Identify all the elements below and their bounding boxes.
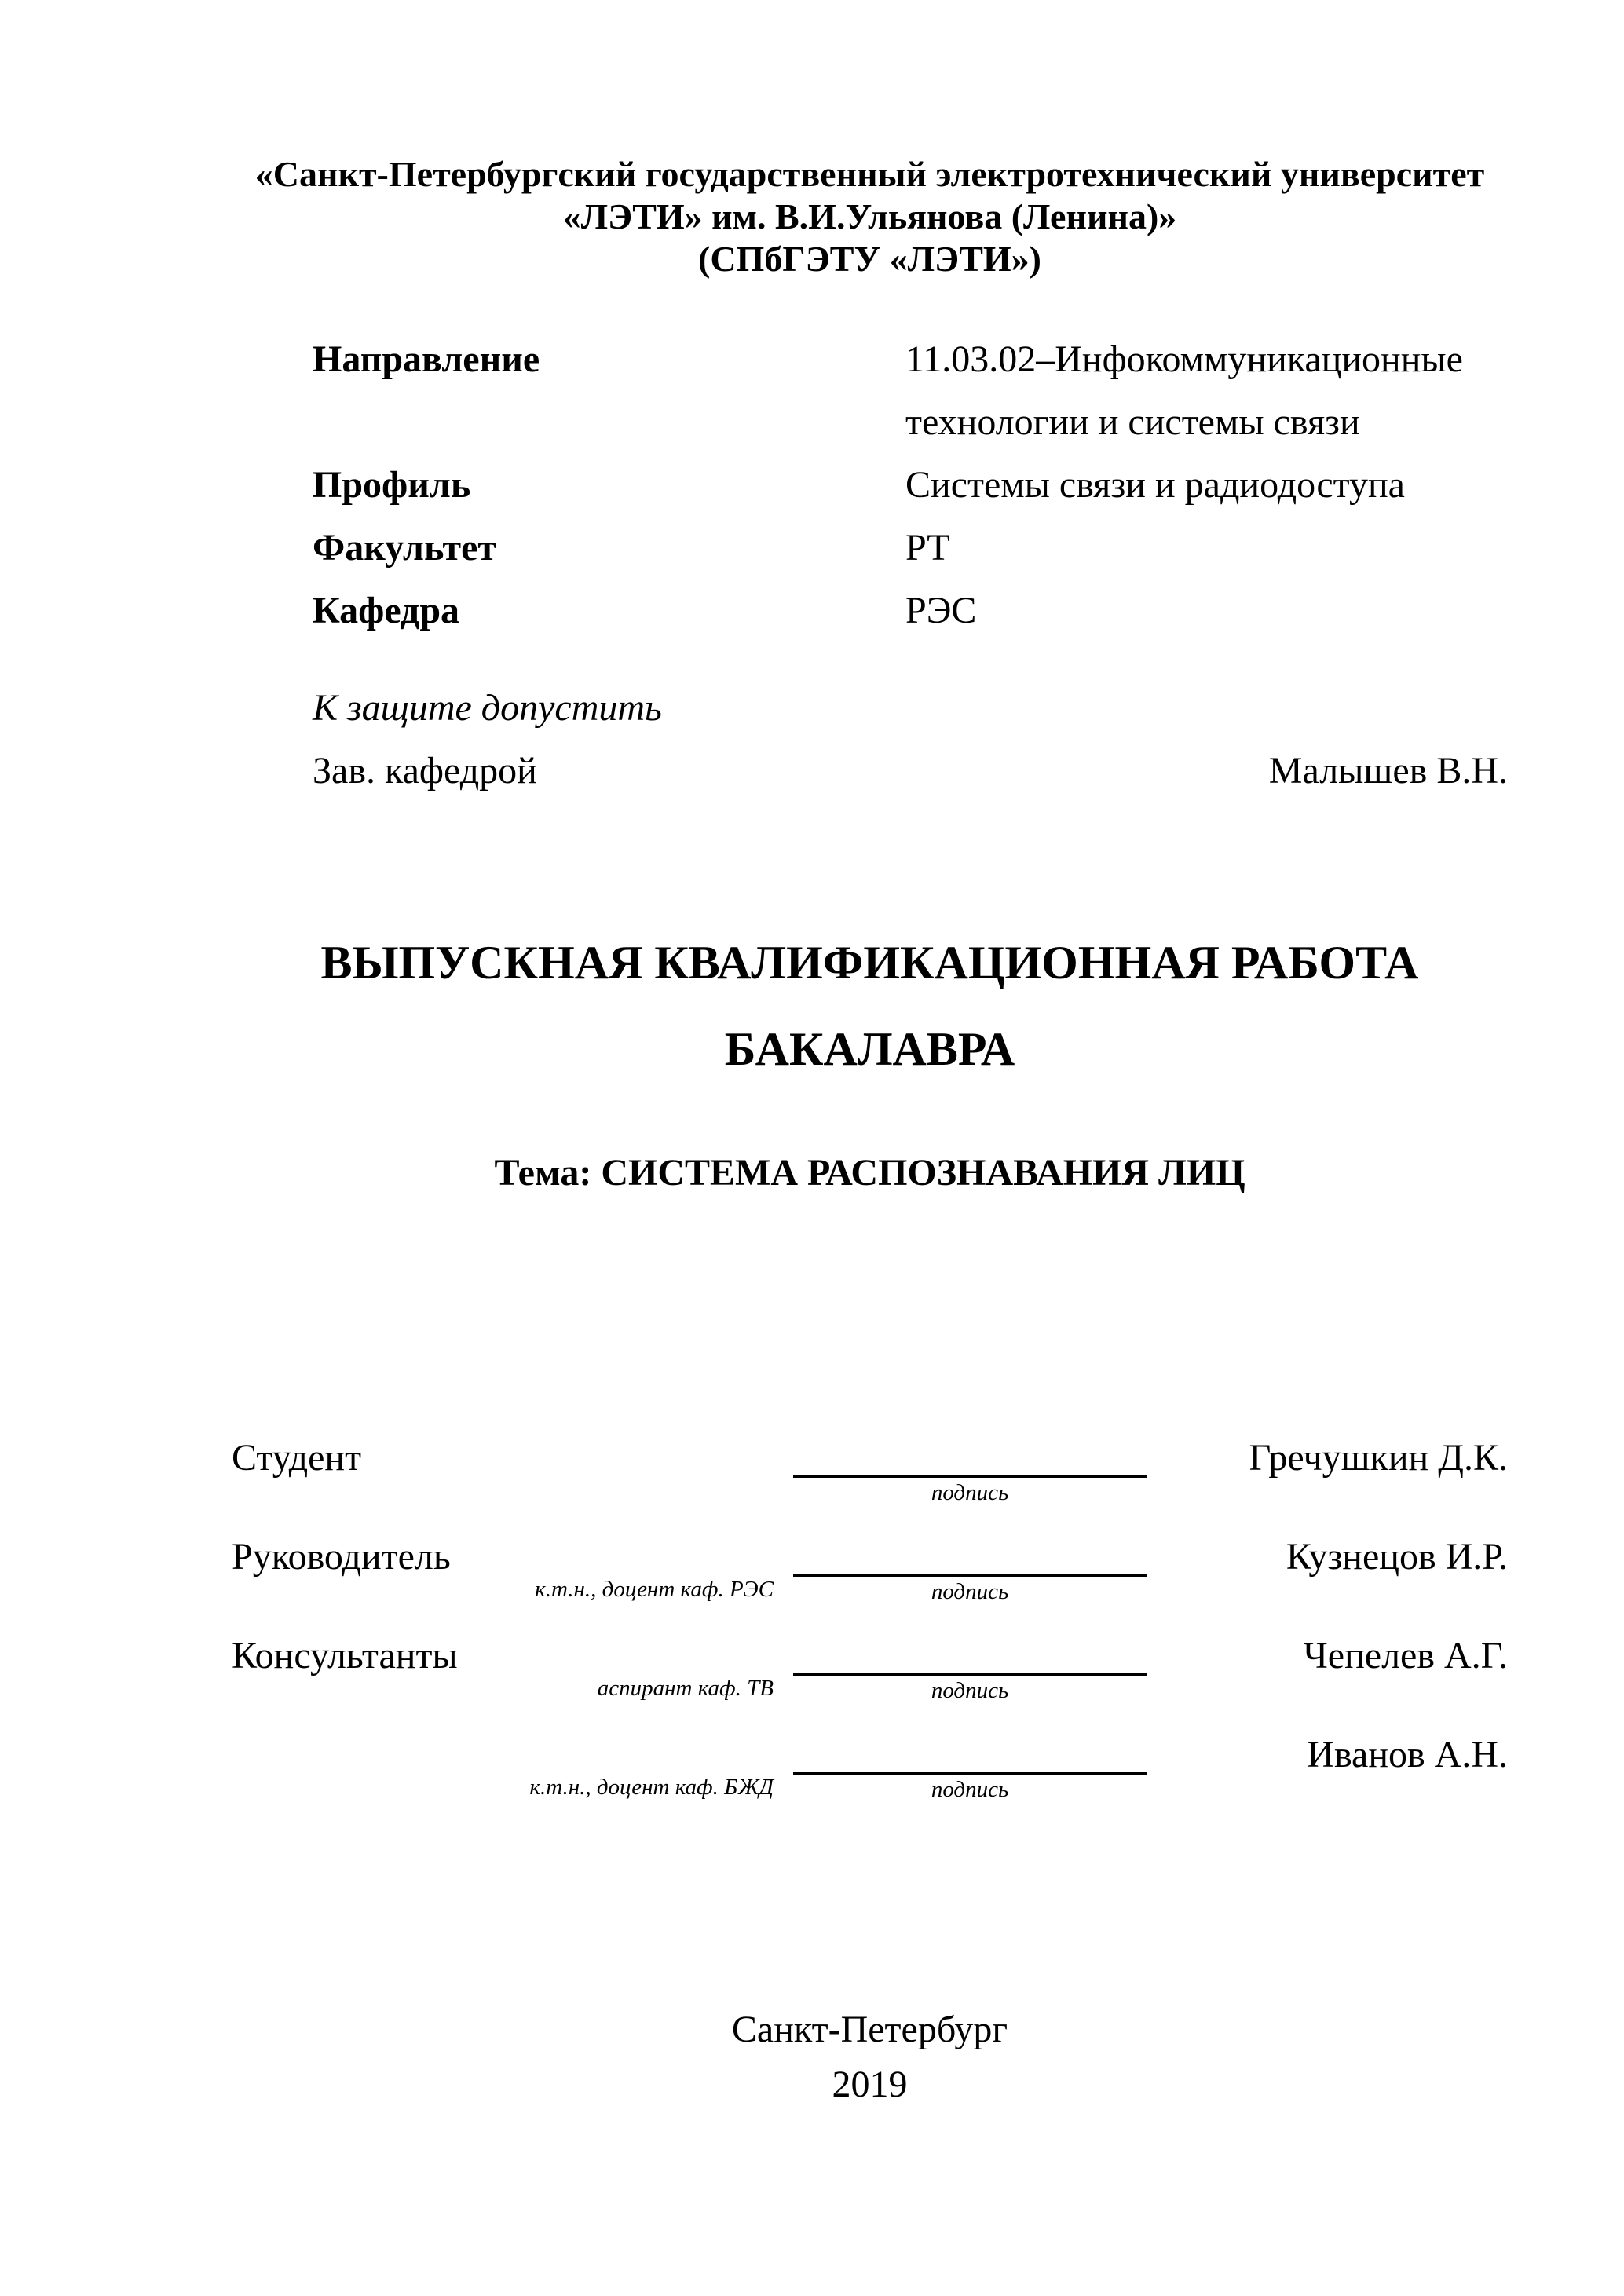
main-title-line-2: БАКАЛАВРА	[724, 1023, 1015, 1075]
consultant-1-name: Чепелев А.Г.	[1303, 1635, 1508, 1676]
student-name: Гречушкин Д.К.	[1249, 1437, 1508, 1479]
signature-row-supervisor	[232, 1535, 1508, 1634]
signature-row-consultant-1	[232, 1634, 1508, 1733]
footer	[232, 2008, 1508, 2107]
university-header	[232, 153, 1508, 280]
university-abbreviation: (СПбГЭТУ «ЛЭТИ»)	[698, 239, 1041, 279]
consultant-2-qualifier: к.т.н., доцент каф. БЖД	[529, 1775, 774, 1800]
supervisor-signature-line	[793, 1574, 1147, 1577]
department-label: Кафедра	[313, 590, 460, 631]
consultant-2-signature-caption: подпись	[931, 1777, 1009, 1802]
main-title	[232, 934, 1508, 1077]
field-row-profile	[313, 454, 1508, 517]
supervisor-qualifier: к.т.н., доцент каф. РЭС	[535, 1577, 774, 1602]
head-of-department-name: Малышев В.Н.	[1268, 750, 1508, 792]
profile-value: Системы связи и радиодоступа	[905, 464, 1405, 506]
admission-phrase: К защите допустить	[313, 687, 662, 729]
supervisor-role-label: Руководитель	[232, 1536, 451, 1578]
signature-row-student	[232, 1436, 1508, 1535]
admission-row	[313, 740, 1508, 803]
field-row-department	[313, 579, 1508, 642]
consultant-1-qualifier: аспирант каф. ТВ	[597, 1676, 774, 1701]
university-name-line-2: «ЛЭТИ» им. В.И.Ульянова (Ленина)»	[562, 196, 1177, 236]
university-name-line-1: «Санкт-Петербургский государственный электротехнический университет	[254, 154, 1485, 194]
direction-value: 11.03.02–Инфокоммуникационные технологии и системы связи	[905, 338, 1463, 443]
field-row-direction	[313, 328, 1508, 454]
consultants-role-label: Консультанты	[232, 1635, 458, 1676]
student-signature-line	[793, 1475, 1147, 1478]
main-title-line-1: ВЫПУСКНАЯ КВАЛИФИКАЦИОННАЯ РАБОТА	[320, 937, 1419, 989]
consultant-1-signature-line	[793, 1673, 1147, 1676]
footer-city: Санкт-Петербург	[731, 2009, 1008, 2050]
signature-block	[232, 1436, 1508, 1832]
faculty-value: РТ	[905, 527, 950, 569]
footer-year: 2019	[832, 2064, 908, 2105]
thesis-theme: Тема: СИСТЕМА РАСПОЗНАВАНИЯ ЛИЦ	[494, 1152, 1245, 1194]
supervisor-name: Кузнецов И.Р.	[1286, 1536, 1508, 1578]
signature-row-consultant-2	[232, 1733, 1508, 1832]
consultant-2-signature-line	[793, 1772, 1147, 1775]
faculty-label: Факультет	[313, 527, 496, 569]
head-of-department-label: Зав. кафедрой	[313, 750, 537, 792]
student-role-label: Студент	[232, 1437, 362, 1479]
admission-block	[313, 677, 1508, 803]
student-signature-caption: подпись	[931, 1480, 1009, 1505]
program-fields	[313, 328, 1508, 642]
profile-label: Профиль	[313, 464, 471, 506]
consultant-2-name: Иванов А.Н.	[1307, 1734, 1508, 1775]
department-value: РЭС	[905, 590, 977, 631]
supervisor-signature-caption: подпись	[931, 1579, 1009, 1604]
direction-label: Направление	[313, 338, 540, 380]
field-row-faculty	[313, 517, 1508, 579]
consultant-1-signature-caption: подпись	[931, 1678, 1009, 1703]
